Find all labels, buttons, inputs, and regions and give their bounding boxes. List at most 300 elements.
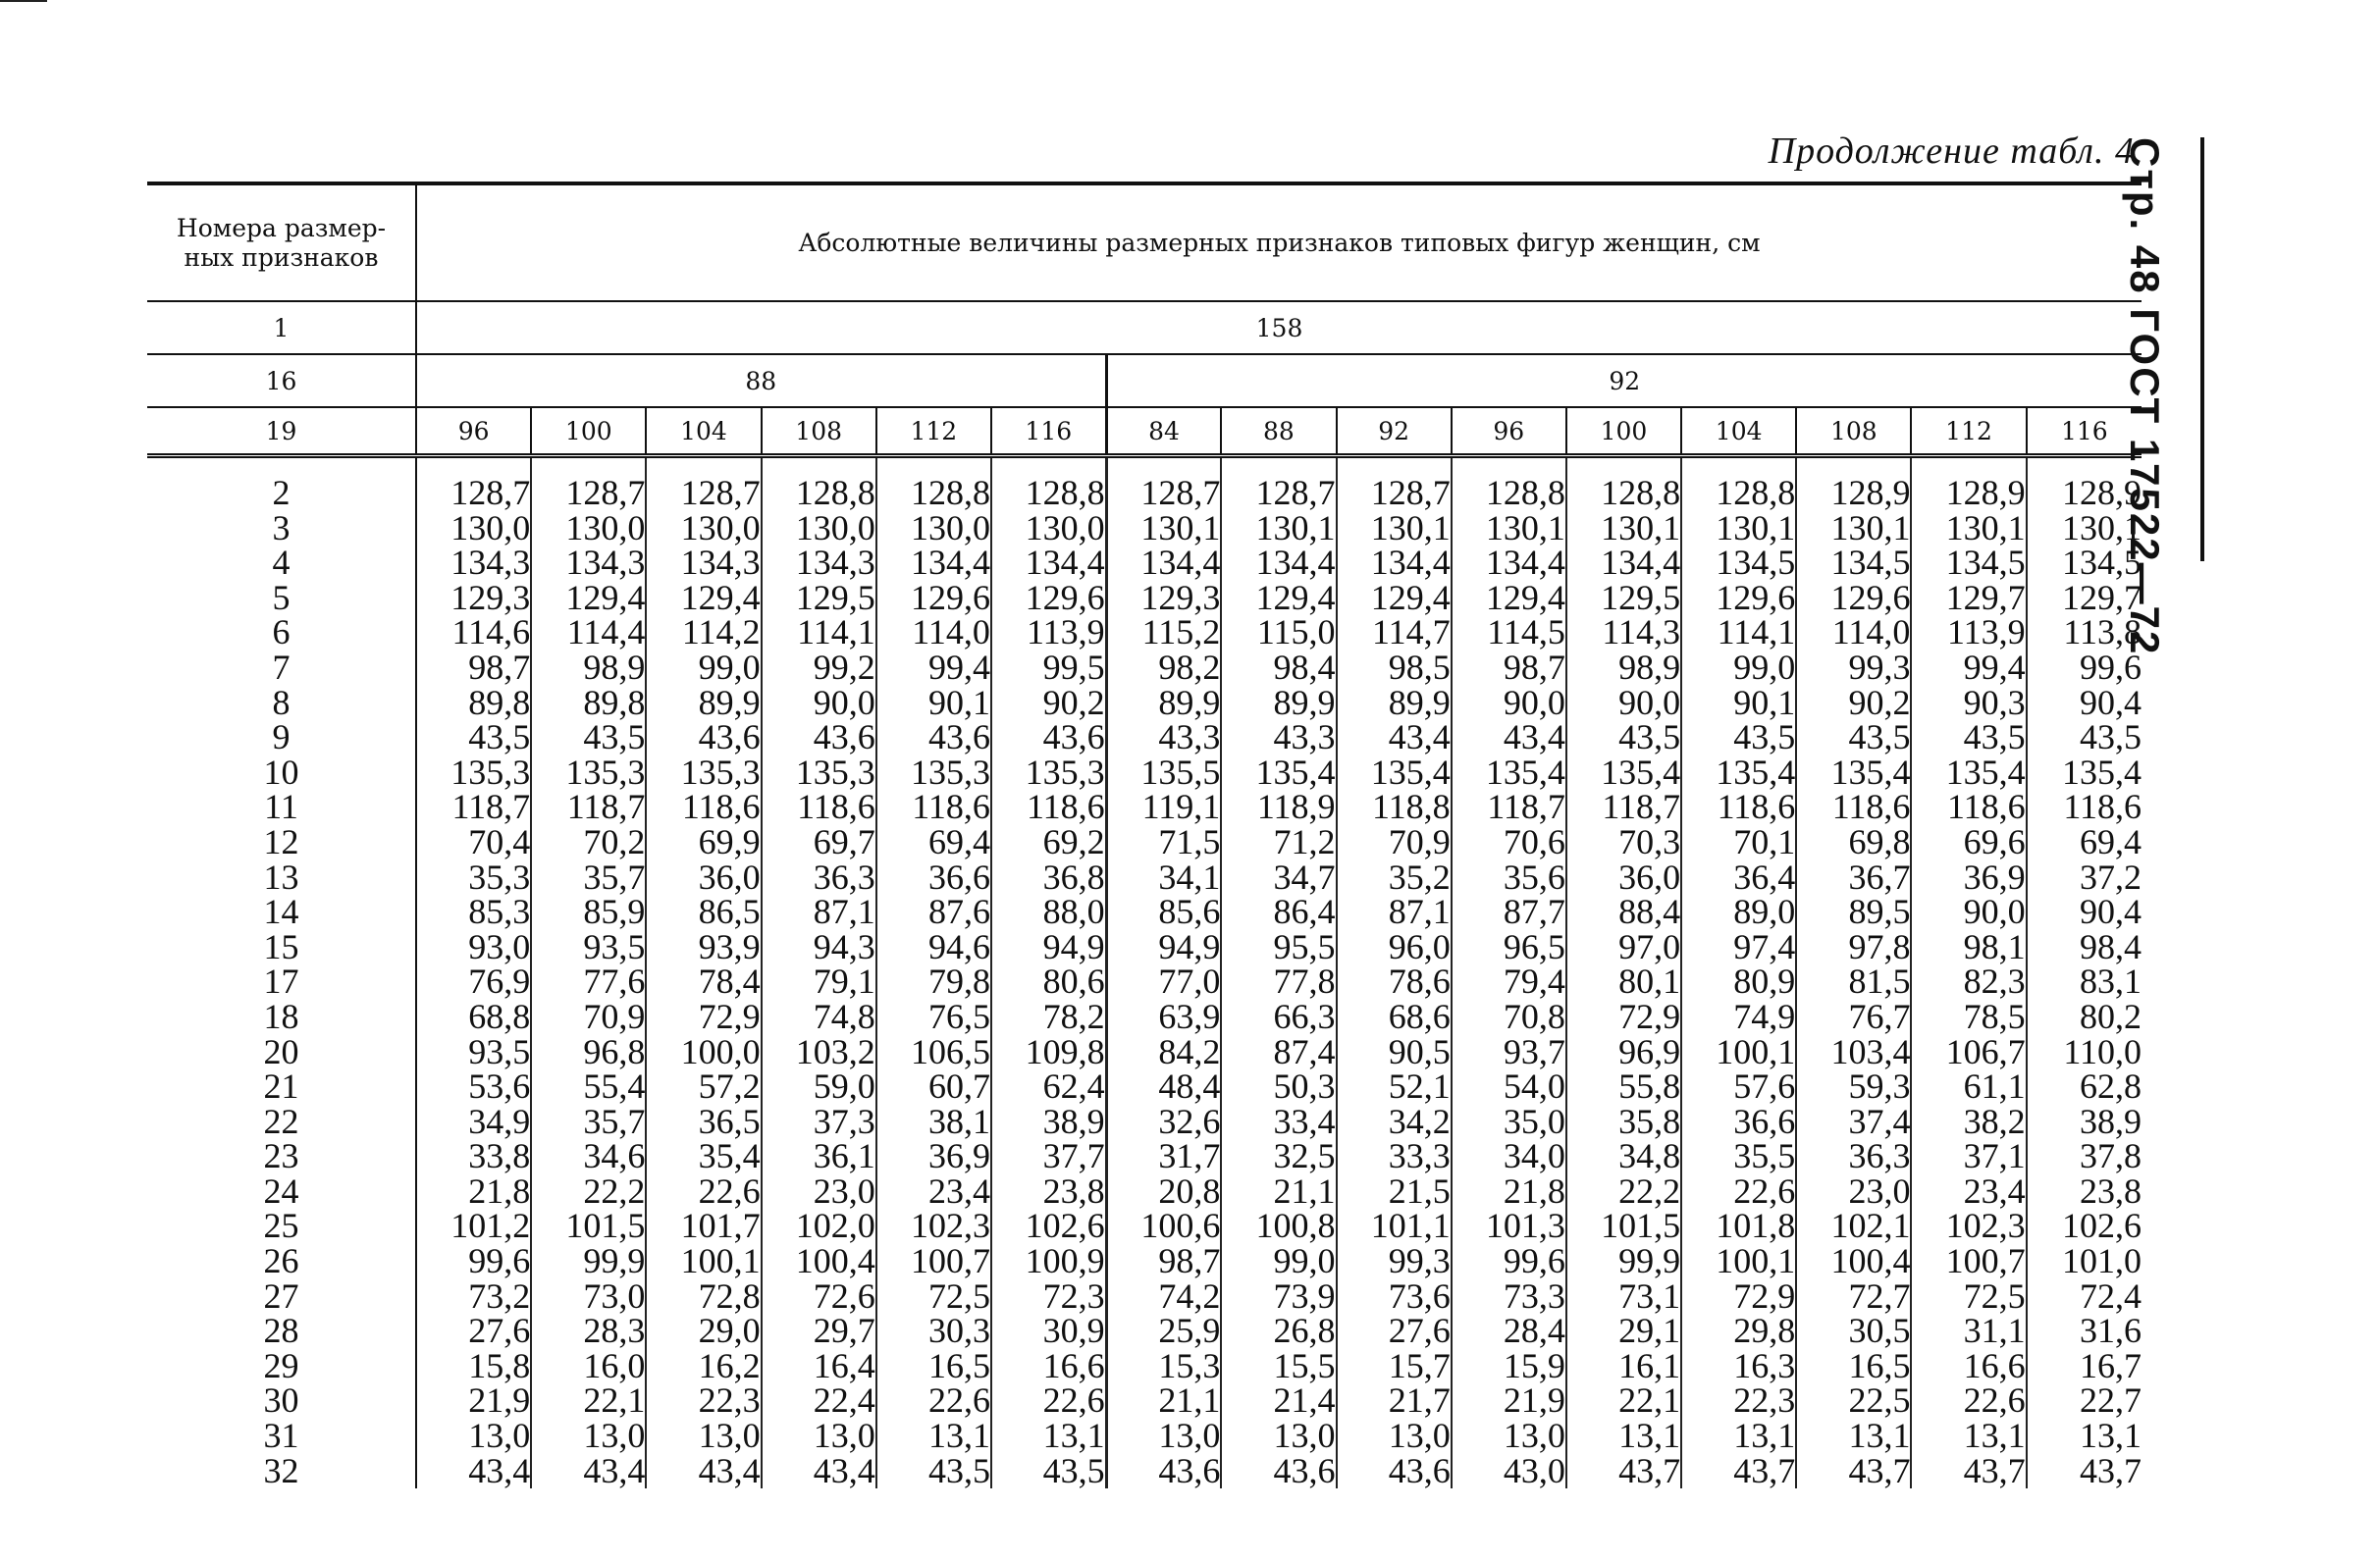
table-cell: 29,1 <box>1566 1314 1681 1349</box>
table-cell: 134,5 <box>2062 543 2142 583</box>
feature-number: 11 <box>147 790 416 825</box>
column-header: 112 <box>876 407 991 456</box>
table-cell: 135,3 <box>646 755 761 791</box>
table-cell: 21,9 <box>416 1383 531 1419</box>
table-cell: 57,6 <box>1681 1069 1796 1105</box>
table-cell: 114,2 <box>646 615 761 650</box>
table-cell: 16,1 <box>1566 1349 1681 1384</box>
table-cell: 22,6 <box>876 1383 991 1419</box>
table-cell: 34,6 <box>531 1139 646 1174</box>
table-cell: 130,0 <box>876 511 991 546</box>
table-cell: 43,4 <box>646 1454 761 1489</box>
column-header: 96 <box>416 407 531 456</box>
table-cell: 77,6 <box>531 964 646 1000</box>
table-cell: 90,3 <box>1911 686 2026 721</box>
table-cell: 130,0 <box>762 511 876 546</box>
row-label-16: 16 <box>147 354 416 407</box>
table-cell: 35,7 <box>531 1105 646 1140</box>
table-cell: 43,0 <box>1452 1454 1566 1489</box>
table-cell: 118,6 <box>1911 790 2026 825</box>
feature-number: 24 <box>147 1174 416 1210</box>
table-body <box>147 456 2142 1489</box>
table-cell: 128,8 <box>1681 456 1796 511</box>
table-cell: 87,7 <box>1452 895 1566 930</box>
table-cell: 43,5 <box>1566 720 1681 755</box>
table-cell: 103,2 <box>762 1035 876 1070</box>
table-cell: 102,1 <box>1796 1209 1911 1244</box>
table-cell: 22,6 <box>1681 1174 1796 1210</box>
table-cell: 35,0 <box>1452 1105 1566 1140</box>
table-cell: 100,9 <box>991 1244 1106 1279</box>
table-cell: 90,0 <box>1566 686 1681 721</box>
table-cell: 85,3 <box>416 895 531 930</box>
table-cell: 130,1 <box>1452 511 1566 546</box>
table-cell: 13,0 <box>646 1419 761 1454</box>
table-cell: 99,3 <box>1337 1244 1452 1279</box>
table-cell: 81,5 <box>1796 964 1911 1000</box>
table-cell: 134,5 <box>1796 546 1911 581</box>
table-cell: 134,4 <box>1221 546 1336 581</box>
table-row <box>147 964 2142 1000</box>
table-cell: 76,9 <box>416 964 531 1000</box>
table-cell: 22,2 <box>1566 1174 1681 1210</box>
row-label-1: 1 <box>147 301 416 354</box>
table-cell: 30,3 <box>876 1314 991 1349</box>
table-cell: 102,3 <box>876 1209 991 1244</box>
table-cell: 100,7 <box>876 1244 991 1279</box>
table-cell: 43,4 <box>1337 720 1452 755</box>
table-cell: 119,1 <box>1106 790 1221 825</box>
table-cell: 34,0 <box>1452 1139 1566 1174</box>
feature-number: 20 <box>147 1035 416 1070</box>
table-cell: 128,7 <box>1221 456 1336 511</box>
table-cell: 31,7 <box>1106 1139 1221 1174</box>
table-cell: 34,2 <box>1337 1105 1452 1140</box>
table-cell: 101,8 <box>1681 1209 1796 1244</box>
table-row <box>147 930 2142 965</box>
table-cell: 43,6 <box>762 720 876 755</box>
table-row <box>147 790 2142 825</box>
table-cell: 130,1 <box>1337 511 1452 546</box>
table-row <box>147 615 2142 650</box>
table-row <box>147 511 2142 546</box>
table-cell: 62,8 <box>2080 1067 2142 1107</box>
table-cell: 69,4 <box>876 825 991 860</box>
table-cell: 13,1 <box>1796 1419 1911 1454</box>
feature-number: 15 <box>147 930 416 965</box>
table-cell: 78,2 <box>991 1000 1106 1035</box>
table-cell: 100,8 <box>1221 1209 1336 1244</box>
table-cell: 118,7 <box>1452 790 1566 825</box>
table-cell: 36,9 <box>876 1139 991 1174</box>
table-cell: 135,4 <box>2062 752 2142 792</box>
table-cell: 27,6 <box>416 1314 531 1349</box>
table-cell: 102,3 <box>1911 1209 2026 1244</box>
table-cell: 66,3 <box>1221 1000 1336 1035</box>
table-cell: 74,8 <box>762 1000 876 1035</box>
table-row <box>147 1349 2142 1384</box>
column-header: 116 <box>991 407 1106 456</box>
table-cell: 99,5 <box>991 650 1106 686</box>
table-cell: 114,1 <box>1681 615 1796 650</box>
column-header: 108 <box>762 407 876 456</box>
table-cell: 69,7 <box>762 825 876 860</box>
table-cell: 128,7 <box>1106 456 1221 511</box>
table-cell: 37,4 <box>1796 1105 1911 1140</box>
table-cell: 135,4 <box>1911 755 2026 791</box>
table-cell: 29,0 <box>646 1314 761 1349</box>
table-cell: 130,1 <box>1566 511 1681 546</box>
table-cell: 15,3 <box>1106 1349 1221 1384</box>
table-cell: 36,6 <box>876 860 991 896</box>
table-cell: 36,0 <box>1566 860 1681 896</box>
table-cell: 22,6 <box>1911 1383 2026 1419</box>
table-cell: 13,0 <box>1221 1419 1336 1454</box>
table-row <box>147 1174 2142 1210</box>
table-cell: 78,5 <box>1911 1000 2026 1035</box>
table-cell: 99,6 <box>416 1244 531 1279</box>
table-cell: 43,4 <box>416 1454 531 1489</box>
column-header: 104 <box>1681 407 1796 456</box>
table-cell: 98,5 <box>1337 650 1452 686</box>
table-cell: 128,7 <box>1337 456 1452 511</box>
table-cell: 135,4 <box>1796 755 1911 791</box>
page-standard-label: Стр. 48 ГОСТ 17522—72 <box>2122 137 2168 656</box>
table-cell: 100,1 <box>1681 1244 1796 1279</box>
table-cell: 94,9 <box>1106 930 1221 965</box>
table-cell: 99,6 <box>1452 1244 1566 1279</box>
table-cell: 32,5 <box>1221 1139 1336 1174</box>
table-cell: 85,6 <box>1106 895 1221 930</box>
table-cell: 118,8 <box>1337 790 1452 825</box>
table-cell: 98,4 <box>2080 926 2142 966</box>
table-cell: 33,3 <box>1337 1139 1452 1174</box>
feature-number: 27 <box>147 1279 416 1315</box>
table-row <box>147 1209 2142 1244</box>
table-cell: 129,4 <box>1337 581 1452 616</box>
table-cell: 128,9 <box>1796 456 1911 511</box>
header-title-row <box>147 183 2142 301</box>
feature-number: 6 <box>147 615 416 650</box>
table-cell: 22,6 <box>646 1174 761 1210</box>
table-cell: 128,9 <box>1911 456 2026 511</box>
row-label-19: 19 <box>147 407 416 456</box>
table-cell: 134,4 <box>876 546 991 581</box>
column-header: 116 <box>2027 407 2142 456</box>
table-cell: 129,6 <box>1681 581 1796 616</box>
table-cell: 99,0 <box>1221 1244 1336 1279</box>
table-cell: 93,0 <box>416 930 531 965</box>
table-row <box>147 1419 2142 1454</box>
feature-number: 10 <box>147 755 416 791</box>
table-cell: 71,5 <box>1106 825 1221 860</box>
table-cell: 97,4 <box>1681 930 1796 965</box>
feature-number: 29 <box>147 1349 416 1384</box>
table-cell: 21,8 <box>1452 1174 1566 1210</box>
table-cell: 90,5 <box>1337 1035 1452 1070</box>
table-cell: 134,4 <box>1452 546 1566 581</box>
table-cell: 70,9 <box>531 1000 646 1035</box>
table-cell: 21,9 <box>1452 1383 1566 1419</box>
table-cell: 43,4 <box>1452 720 1566 755</box>
table-cell: 13,1 <box>876 1419 991 1454</box>
feature-number: 2 <box>147 456 416 511</box>
table-cell: 70,3 <box>1566 825 1681 860</box>
table-cell: 53,6 <box>416 1069 531 1105</box>
table-cell: 35,3 <box>416 860 531 896</box>
table-cell: 118,6 <box>1796 790 1911 825</box>
feature-number: 18 <box>147 1000 416 1035</box>
table-cell: 16,7 <box>2080 1345 2142 1385</box>
table-cell: 99,4 <box>1911 650 2026 686</box>
table-cell: 22,1 <box>531 1383 646 1419</box>
table-cell: 69,4 <box>2080 821 2142 861</box>
table-cell: 28,3 <box>531 1314 646 1349</box>
table-cell: 22,2 <box>531 1174 646 1210</box>
table-cell: 37,1 <box>1911 1139 2026 1174</box>
table-cell: 114,0 <box>1796 615 1911 650</box>
table-cell: 69,9 <box>646 825 761 860</box>
table-cell: 43,7 <box>2080 1450 2142 1490</box>
table-cell: 87,1 <box>1337 895 1452 930</box>
table-cell: 130,1 <box>1106 511 1221 546</box>
table-cell: 72,9 <box>646 1000 761 1035</box>
table-cell: 43,7 <box>1566 1454 1681 1489</box>
table-cell: 128,7 <box>416 456 531 511</box>
table-cell: 74,9 <box>1681 1000 1796 1035</box>
table-cell: 96,0 <box>1337 930 1452 965</box>
table-cell: 130,0 <box>416 511 531 546</box>
table-cell: 129,3 <box>1106 581 1221 616</box>
table-cell: 28,4 <box>1452 1314 1566 1349</box>
table-cell: 118,6 <box>876 790 991 825</box>
table-cell: 89,9 <box>1221 686 1336 721</box>
table-cell: 43,5 <box>876 1454 991 1489</box>
table-cell: 135,3 <box>991 755 1106 791</box>
table-cell: 128,7 <box>531 456 646 511</box>
table-cell: 15,9 <box>1452 1349 1566 1384</box>
table-cell: 130,0 <box>991 511 1106 546</box>
table-cell: 36,6 <box>1681 1105 1796 1140</box>
table-cell: 21,4 <box>1221 1383 1336 1419</box>
table-cell: 23,8 <box>2080 1171 2142 1211</box>
table-cell: 129,3 <box>416 581 531 616</box>
table-cell: 102,6 <box>991 1209 1106 1244</box>
table-cell: 89,9 <box>1337 686 1452 721</box>
table-cell: 129,7 <box>1911 581 2026 616</box>
table-cell: 72,8 <box>646 1279 761 1315</box>
table-cell: 129,4 <box>1221 581 1336 616</box>
table-cell: 87,4 <box>1221 1035 1336 1070</box>
table-cell: 114,4 <box>531 615 646 650</box>
table-cell: 36,9 <box>1911 860 2026 896</box>
table-cell: 128,8 <box>762 456 876 511</box>
table-cell: 59,0 <box>762 1069 876 1105</box>
table-cell: 96,5 <box>1452 930 1566 965</box>
table-cell: 70,9 <box>1337 825 1452 860</box>
feature-number: 17 <box>147 964 416 1000</box>
table-cell: 128,7 <box>646 456 761 511</box>
table-cell: 22,6 <box>991 1383 1106 1419</box>
feature-number: 7 <box>147 650 416 686</box>
header-row-16 <box>147 354 2142 407</box>
table-cell: 26,8 <box>1221 1314 1336 1349</box>
table-cell: 69,6 <box>1911 825 2026 860</box>
table-cell: 35,6 <box>1452 860 1566 896</box>
table-cell: 90,0 <box>762 686 876 721</box>
column-header: 112 <box>1911 407 2026 456</box>
table-row <box>147 1383 2142 1419</box>
table-cell: 114,6 <box>416 615 531 650</box>
table-cell: 21,8 <box>416 1174 531 1210</box>
table-cell: 22,4 <box>762 1383 876 1419</box>
table-cell: 36,3 <box>762 860 876 896</box>
table-cell: 80,6 <box>991 964 1106 1000</box>
table-cell: 114,1 <box>762 615 876 650</box>
table-cell: 86,5 <box>646 895 761 930</box>
table-cell: 57,2 <box>646 1069 761 1105</box>
table-cell: 73,1 <box>1566 1279 1681 1315</box>
table-cell: 99,0 <box>646 650 761 686</box>
table-cell: 130,0 <box>531 511 646 546</box>
table-cell: 100,1 <box>1681 1035 1796 1070</box>
feature-number: 3 <box>147 511 416 546</box>
table-cell: 61,1 <box>1911 1069 2026 1105</box>
table-cell: 38,1 <box>876 1105 991 1140</box>
table-cell: 36,0 <box>646 860 761 896</box>
table-cell: 36,3 <box>1796 1139 1911 1174</box>
table-cell: 27,6 <box>1337 1314 1452 1349</box>
table-cell: 69,2 <box>991 825 1106 860</box>
table-cell: 13,1 <box>1681 1419 1796 1454</box>
table-cell: 68,6 <box>1337 1000 1452 1035</box>
table-cell: 134,3 <box>646 546 761 581</box>
table-cell: 43,5 <box>991 1454 1106 1489</box>
table-cell: 16,0 <box>531 1349 646 1384</box>
feature-number: 5 <box>147 581 416 616</box>
feature-number: 12 <box>147 825 416 860</box>
table-cell: 128,8 <box>1566 456 1681 511</box>
table-cell: 134,4 <box>1566 546 1681 581</box>
table-cell: 59,3 <box>1796 1069 1911 1105</box>
table-cell: 21,1 <box>1106 1383 1221 1419</box>
table-cell: 35,8 <box>1566 1105 1681 1140</box>
table-cell: 30,9 <box>991 1314 1106 1349</box>
table-cell: 36,1 <box>762 1139 876 1174</box>
table-cell: 98,7 <box>416 650 531 686</box>
table-cell: 43,7 <box>1796 1454 1911 1489</box>
table-cell: 13,0 <box>1452 1419 1566 1454</box>
feature-number: 30 <box>147 1383 416 1419</box>
table-cell: 15,7 <box>1337 1349 1452 1384</box>
table-cell: 78,4 <box>646 964 761 1000</box>
height-value: 158 <box>416 301 2142 354</box>
table-cell: 101,3 <box>1452 1209 1566 1244</box>
column-header: 88 <box>1221 407 1336 456</box>
table-cell: 20,8 <box>1106 1174 1221 1210</box>
table-row <box>147 650 2142 686</box>
table-cell: 55,4 <box>531 1069 646 1105</box>
table-cell: 135,3 <box>876 755 991 791</box>
table-row <box>147 1000 2142 1035</box>
table-cell: 109,8 <box>991 1035 1106 1070</box>
table-cell: 29,7 <box>762 1314 876 1349</box>
table-cell: 129,6 <box>991 581 1106 616</box>
table-cell: 90,4 <box>2080 682 2142 722</box>
table-cell: 36,4 <box>1681 860 1796 896</box>
header-row-19 <box>147 407 2142 456</box>
table-cell: 36,8 <box>991 860 1106 896</box>
table-cell: 98,2 <box>1106 650 1221 686</box>
table-row <box>147 860 2142 896</box>
table-cell: 43,5 <box>531 720 646 755</box>
table-cell: 37,3 <box>762 1105 876 1140</box>
table-cell: 100,1 <box>646 1244 761 1279</box>
table-cell: 94,9 <box>991 930 1106 965</box>
table-row <box>147 546 2142 581</box>
table-row <box>147 825 2142 860</box>
label-column-header: Номера размер- ных признаков <box>147 183 416 301</box>
table-cell: 62,4 <box>991 1069 1106 1105</box>
table-cell: 94,3 <box>762 930 876 965</box>
table-cell: 130,0 <box>646 511 761 546</box>
table-cell: 22,1 <box>1566 1383 1681 1419</box>
table-cell: 37,2 <box>2080 857 2142 897</box>
table-cell: 128,8 <box>991 456 1106 511</box>
table-cell: 95,5 <box>1221 930 1336 965</box>
feature-number: 26 <box>147 1244 416 1279</box>
table-cell: 13,0 <box>416 1419 531 1454</box>
table-cell: 33,8 <box>416 1139 531 1174</box>
table-cell: 134,3 <box>762 546 876 581</box>
table-cell: 13,0 <box>1106 1419 1221 1454</box>
table-cell: 135,4 <box>1566 755 1681 791</box>
table-cell: 69,8 <box>1796 825 1911 860</box>
table-cell: 33,4 <box>1221 1105 1336 1140</box>
table-cell: 115,0 <box>1221 615 1336 650</box>
table-cell: 21,1 <box>1221 1174 1336 1210</box>
table-cell: 100,4 <box>762 1244 876 1279</box>
table-cell: 13,1 <box>991 1419 1106 1454</box>
table-cell: 37,7 <box>991 1139 1106 1174</box>
feature-number: 9 <box>147 720 416 755</box>
table-cell: 106,7 <box>1911 1035 2026 1070</box>
table-cell: 34,9 <box>416 1105 531 1140</box>
table-cell: 129,7 <box>2062 577 2142 617</box>
table-cell: 83,1 <box>2080 962 2142 1002</box>
table-cell: 16,6 <box>1911 1349 2026 1384</box>
table-cell: 99,0 <box>1681 650 1796 686</box>
feature-number: 4 <box>147 546 416 581</box>
table-cell: 16,2 <box>646 1349 761 1384</box>
table-cell: 29,8 <box>1681 1314 1796 1349</box>
table-cell: 30,5 <box>1796 1314 1911 1349</box>
table-cell: 21,5 <box>1337 1174 1452 1210</box>
table-cell: 21,7 <box>1337 1383 1452 1419</box>
table-cell: 113,8 <box>2063 612 2142 652</box>
table-cell: 98,1 <box>1911 930 2026 965</box>
column-header: 108 <box>1796 407 1911 456</box>
table-cell: 135,3 <box>531 755 646 791</box>
table-cell: 43,7 <box>1681 1454 1796 1489</box>
table-cell: 73,6 <box>1337 1279 1452 1315</box>
table-cell: 43,6 <box>876 720 991 755</box>
table-cell: 134,4 <box>991 546 1106 581</box>
table-continuation-caption: Продолжение табл. 4 <box>1768 130 2135 172</box>
table-row <box>147 1244 2142 1279</box>
table-cell: 37,8 <box>2080 1136 2142 1176</box>
feature-number: 23 <box>147 1139 416 1174</box>
